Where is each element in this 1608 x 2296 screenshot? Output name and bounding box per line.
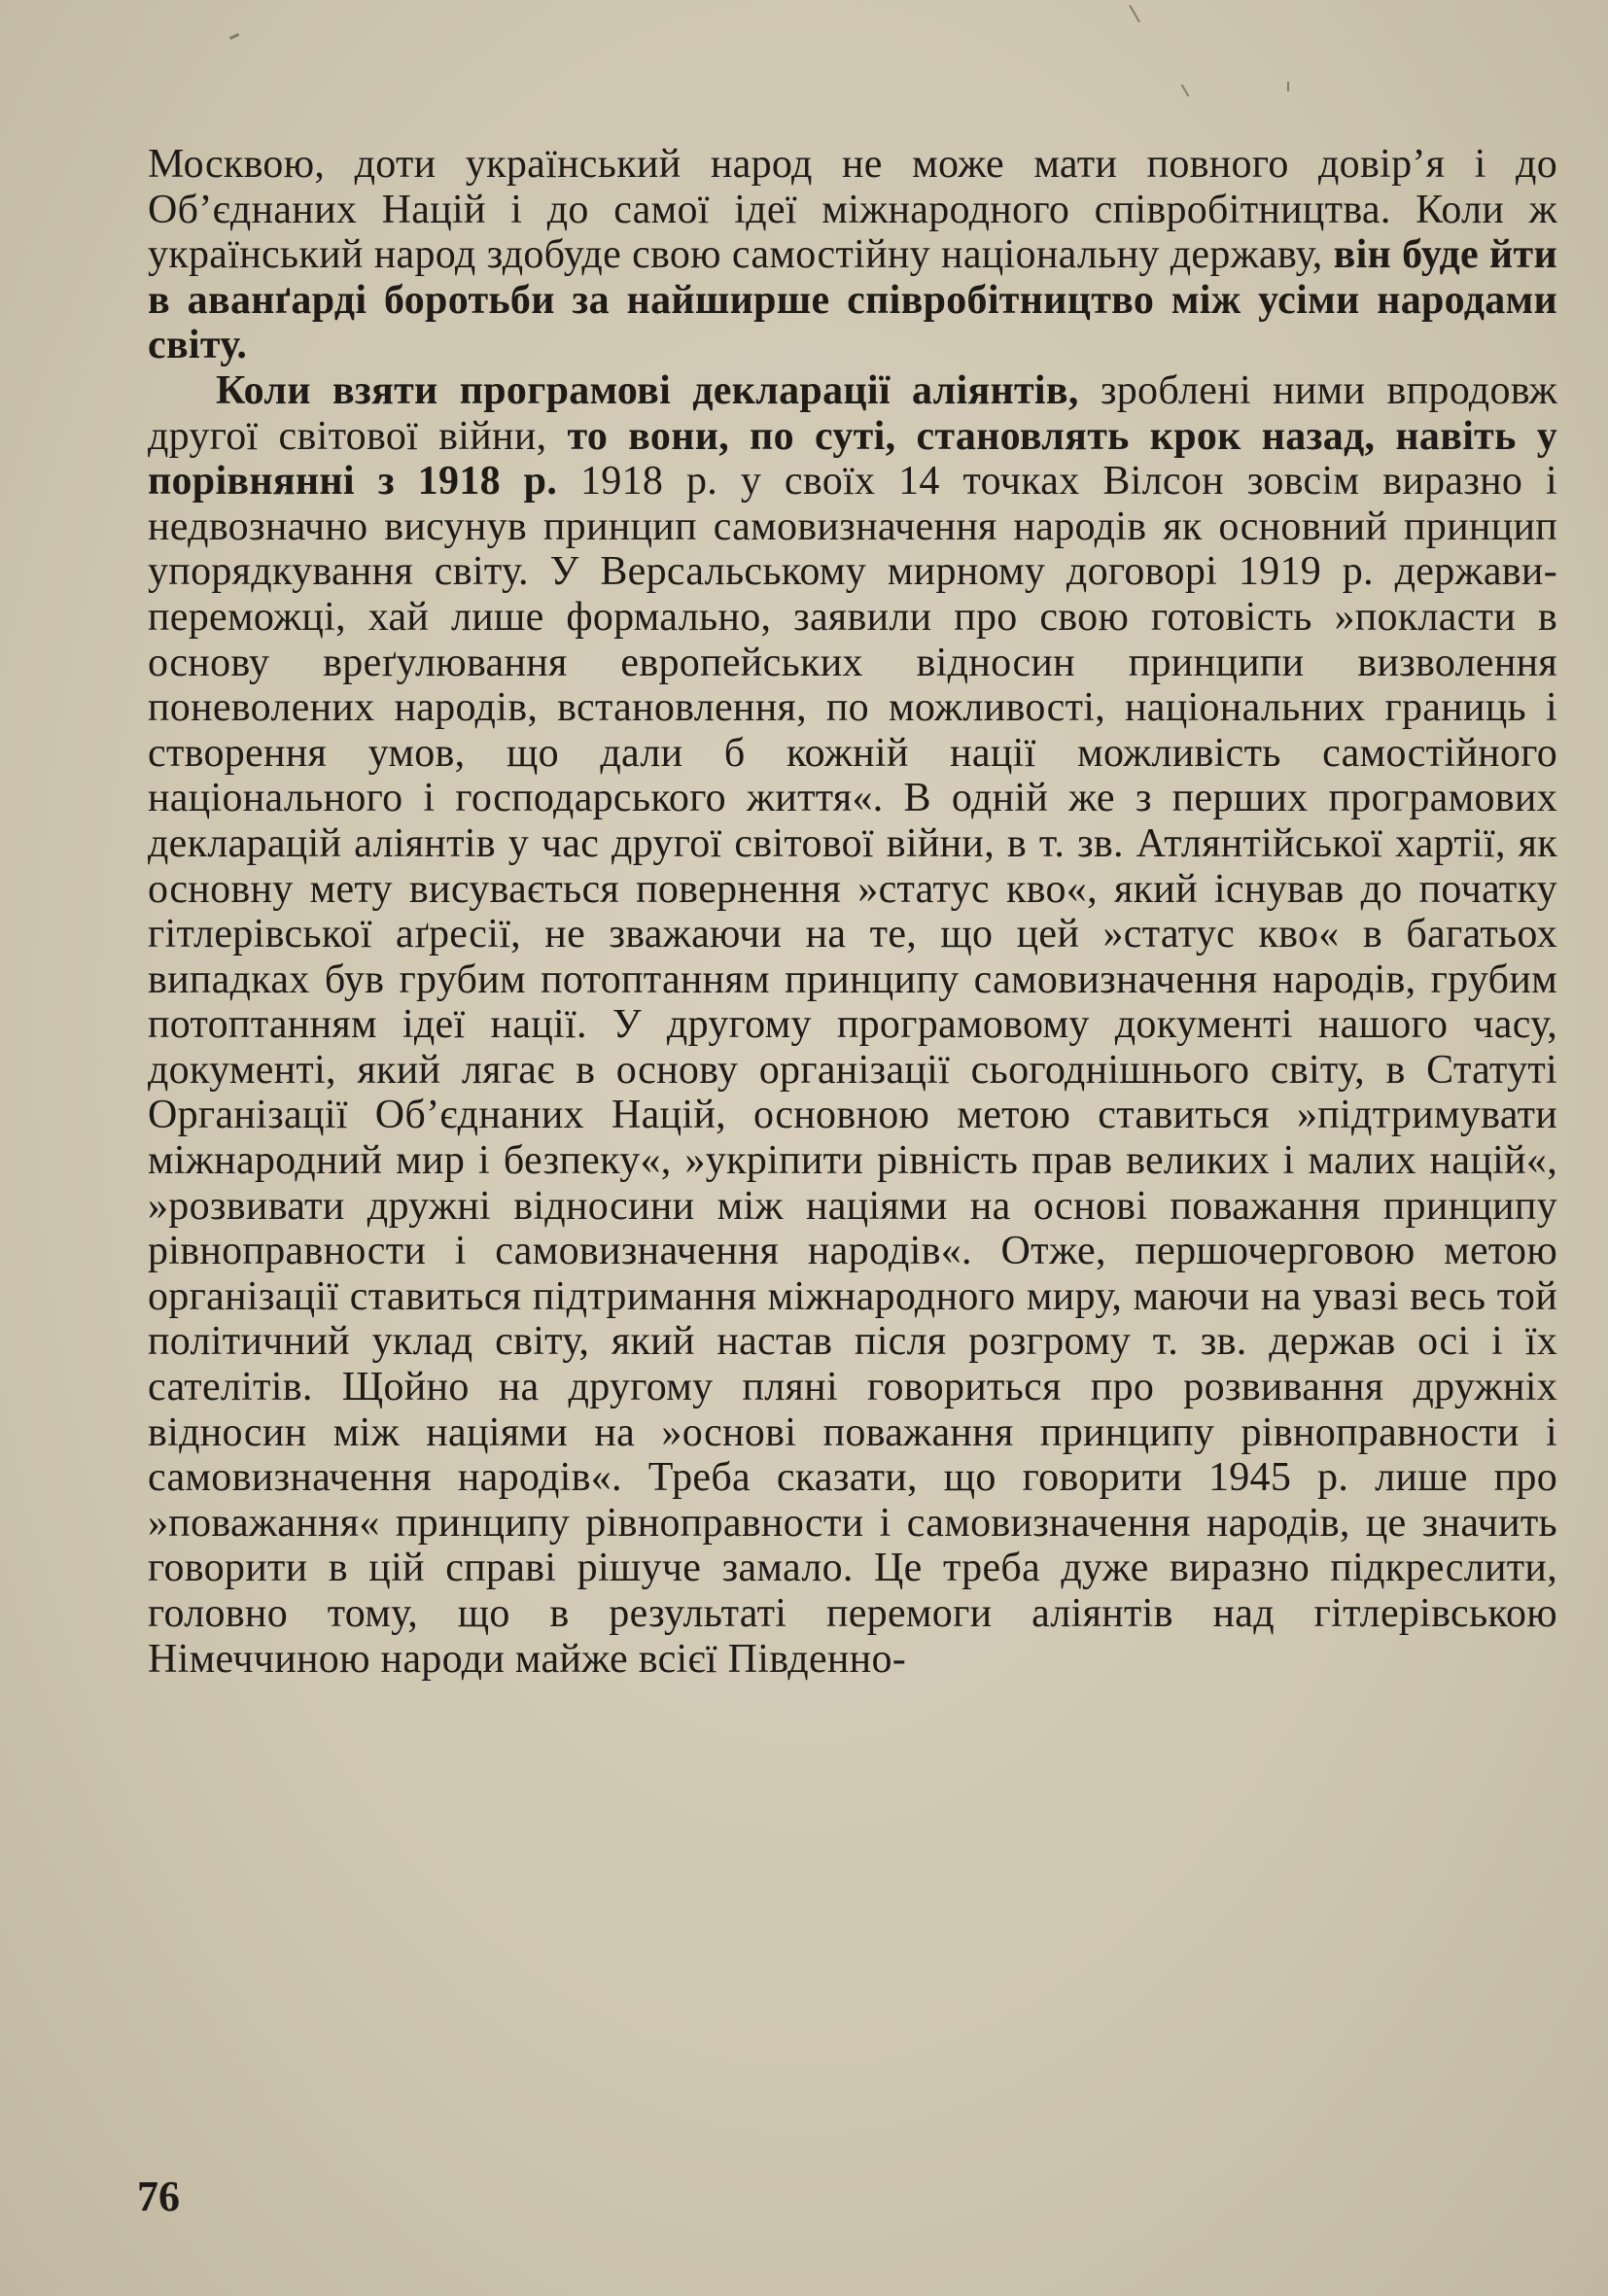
print-mark	[1129, 5, 1140, 22]
page-number: 76	[137, 2173, 180, 2220]
paragraph-2-body: 1918 р. у своїх 14 точках Вілсон зовсім виразно і недвозначно висунув принцип самовизначення народів як основний принцип упорядкування світу. У Версальському мирному договорі 1919 р. держави-переможці, хай лише формально, заявили про свою готовість »покласти в основу вреґулювання европейських відносин принципи визволення поневолених народів, встановлення, по можливості, національних границь і створення умов, що дали б кожній нації можливість самостійного національного і господарського життя«. В одній же з перших програмових декларацій аліянтів у час другої світової війни, в т. зв. Атлянтійської хартії, як основну мету висувається повернення »статус кво«, який існував до початку гітлерівської аґресії, не зважаючи на те, що цей »статус кво« в багатьох випадках був грубим потоптанням принципу самовизначення народів, грубим потоптанням ідеї нації. У другому програмовому документі нашого часу, документі, який лягає в основу організації сьогоднішнього світу, в Статуті Організації Об’єднаних Націй, основною метою ставиться »підтримувати міжнародний мир і безпеку«, »укріпити рівність прав великих і малих націй«, »розвивати дружні відносини між націями на основі поважання принципу рівноправности і самовизначення народів«. Отже, першочерговою метою організації ставиться підтримання міжнародного миру, маючи на увазі весь той політичний уклад світу, який настав після розгрому т. зв. держав осі і їх сателітів. Щойно на другому пляні говориться про розвивання дружніх відносин між націями на »основі поважання принципу рівноправности і самовизначення народів«. Треба сказати, що говорити 1945 р. лише про »поважання« принципу рівноправности і самовизначення народів, це значить говорити в цій справі рішуче замало. Це треба дуже виразно підкреслити, головно тому, що в результаті перемоги аліянтів над гітлерівською Німеччиною народи майже всієї Південно-	[148, 459, 1557, 1682]
print-mark	[1287, 82, 1289, 91]
paragraph-2	[148, 368, 1557, 1682]
print-mark	[229, 33, 239, 40]
paragraph-2-bold-statement: то вони, по суті, становлять крок назад, навіть у порівнянні з 1918 р.	[148, 413, 1557, 504]
paragraph-1-text: Москвою, доти український народ не може мати повного довір’я і до Об’єднаних Націй і до самої ідеї міжнародного співробітництва. Коли ж український народ здобуде свою самостійну національну державу,	[148, 142, 1557, 278]
paragraph-2-text: зроблені ними впродовж другої світової війни,	[148, 367, 1557, 459]
paragraph-2-bold-opening: Коли взяти програмові декларації аліянтів,	[216, 367, 1079, 413]
paragraph-1	[148, 142, 1557, 368]
print-mark	[1181, 84, 1190, 96]
paragraph-1-bold-text: він буде йти в аванґарді боротьби за найширше співробітництво між усіми народами світу.	[148, 232, 1557, 368]
main-text	[148, 142, 1557, 1682]
